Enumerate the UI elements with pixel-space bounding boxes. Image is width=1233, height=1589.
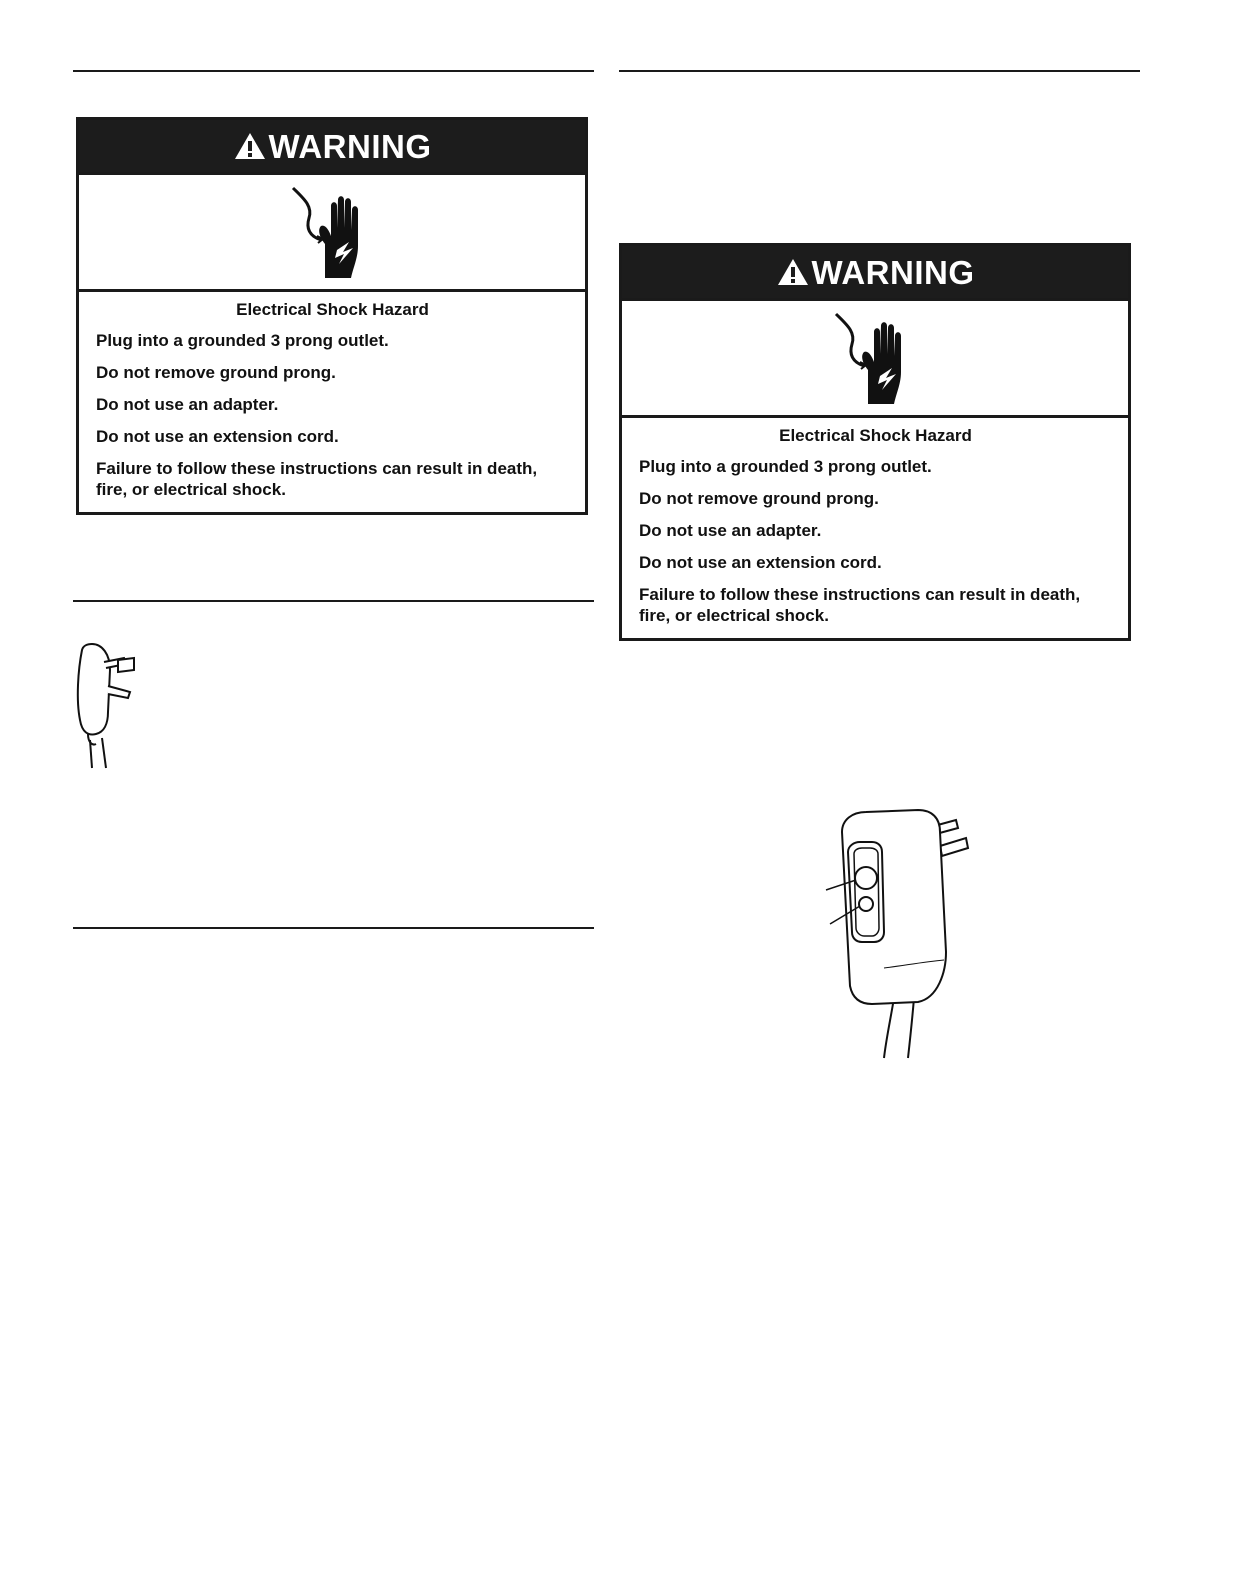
hazard-title: Electrical Shock Hazard bbox=[779, 426, 972, 445]
right-warning-box bbox=[619, 243, 1131, 641]
instruction-no-adapter: Do not use an adapter. bbox=[96, 395, 279, 415]
left-warning-box bbox=[76, 117, 588, 515]
warning-header bbox=[622, 246, 1128, 298]
instruction-grounded-outlet: Plug into a grounded 3 prong outlet. bbox=[639, 457, 932, 477]
instruction-grounded-outlet: Plug into a grounded 3 prong outlet. bbox=[96, 331, 389, 351]
warning-title: WARNING bbox=[811, 253, 975, 291]
three-prong-plug-icon bbox=[72, 640, 142, 770]
warning-triangle-icon bbox=[776, 257, 810, 287]
left-bottom-section-rule bbox=[73, 927, 594, 929]
warning-header bbox=[79, 120, 585, 172]
left-top-section-rule bbox=[73, 70, 594, 72]
instruction-no-extension-cord: Do not use an extension cord. bbox=[96, 427, 339, 447]
right-top-section-rule bbox=[619, 70, 1140, 72]
instruction-no-adapter: Do not use an adapter. bbox=[639, 521, 822, 541]
warning-body bbox=[79, 292, 585, 512]
warning-title: WARNING bbox=[268, 127, 432, 165]
warning-triangle-icon bbox=[233, 131, 267, 161]
power-cord-plug-with-buttons-icon bbox=[822, 802, 982, 1062]
instruction-failure-consequence: Failure to follow these instructions can result in death, fire, or electrical shock. bbox=[96, 459, 538, 500]
hazard-title: Electrical Shock Hazard bbox=[236, 300, 429, 319]
instruction-failure-consequence: Failure to follow these instructions can result in death, fire, or electrical shock. bbox=[639, 585, 1081, 626]
instruction-ground-prong: Do not remove ground prong. bbox=[96, 363, 336, 383]
instruction-ground-prong: Do not remove ground prong. bbox=[639, 489, 879, 509]
electrical-shock-hand-icon bbox=[287, 184, 377, 280]
left-middle-section-rule bbox=[73, 600, 594, 602]
electrical-shock-hand-icon bbox=[830, 310, 920, 406]
instruction-no-extension-cord: Do not use an extension cord. bbox=[639, 553, 882, 573]
hazard-icon-band bbox=[79, 172, 585, 292]
hazard-icon-band bbox=[622, 298, 1128, 418]
warning-body bbox=[622, 418, 1128, 638]
